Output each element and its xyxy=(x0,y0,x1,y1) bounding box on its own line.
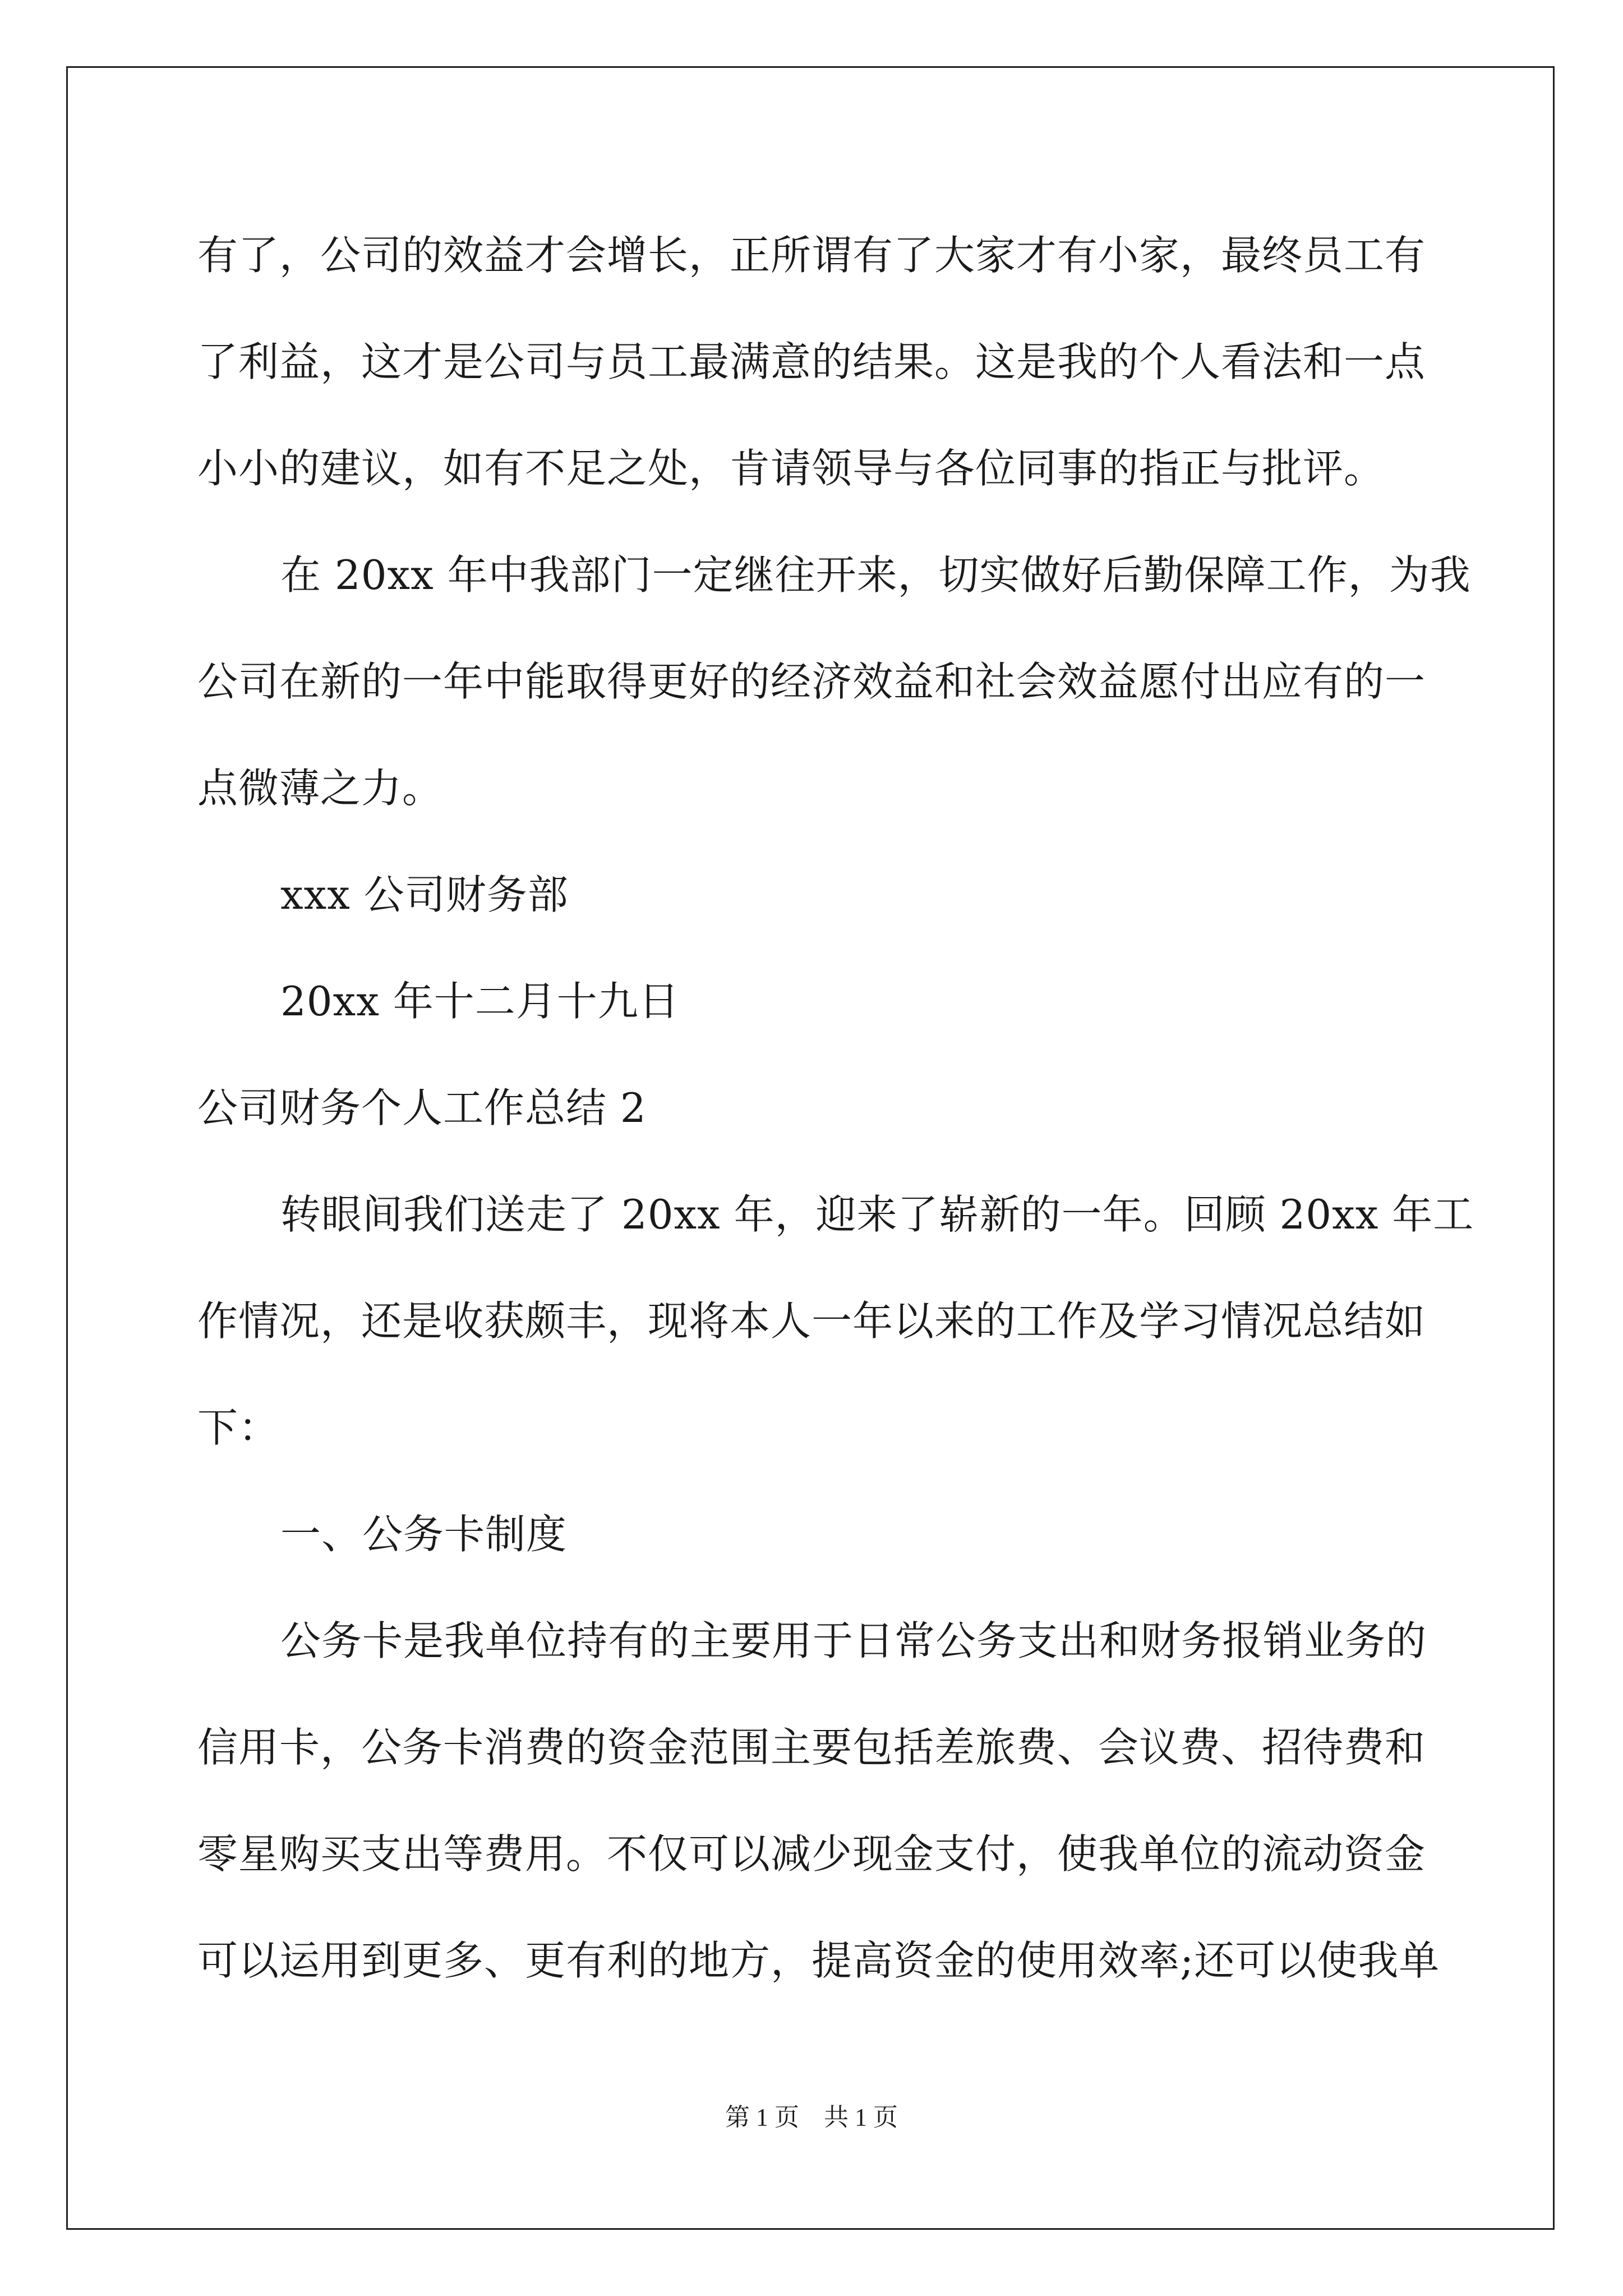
text-line: 转眼间我们送走了 20xx 年，迎来了崭新的一年。回顾 20xx 年工 xyxy=(280,1191,1474,1238)
signature-date: 20xx 年十二月十九日 xyxy=(280,978,680,1025)
text-line: 可以运用到更多、更有利的地方，提高资金的使用效率;还可以使我单 xyxy=(197,1937,1440,1984)
document-body xyxy=(197,202,1474,2014)
signature-department: xxx 公司财务部 xyxy=(280,871,569,918)
text-line: 在 20xx 年中我部门一定继往开来，切实做好后勤保障工作，为我 xyxy=(280,551,1471,599)
text-line: 公司在新的一年中能取得更好的经济效益和社会效益愿付出应有的一 xyxy=(197,658,1426,705)
text-line: 下： xyxy=(197,1404,280,1451)
text-line: 公务卡是我单位持有的主要用于日常公务支出和财务报销业务的 xyxy=(280,1617,1427,1664)
subsection-heading: 一、公务卡制度 xyxy=(280,1511,568,1558)
section-heading: 公司财务个人工作总结 2 xyxy=(197,1084,647,1131)
text-line: 点微薄之力。 xyxy=(197,765,444,812)
page-number-footer: 第 1 页 共 1 页 xyxy=(725,2104,898,2131)
text-line: 了利益，这才是公司与员工最满意的结果。这是我的个人看法和一点 xyxy=(197,338,1426,385)
text-line: 有了，公司的效益才会增长，正所谓有了大家才有小家，最终员工有 xyxy=(197,232,1426,279)
text-line: 小小的建议，如有不足之处，肯请领导与各位同事的指正与批评。 xyxy=(197,445,1385,492)
text-line: 零星购买支出等费用。不仅可以减少现金支付，使我单位的流动资金 xyxy=(197,1830,1426,1878)
text-line: 作情况，还是收获颇丰，现将本人一年以来的工作及学习情况总结如 xyxy=(197,1297,1426,1345)
text-line: 信用卡，公务卡消费的资金范围主要包括差旅费、会议费、招待费和 xyxy=(197,1724,1426,1771)
